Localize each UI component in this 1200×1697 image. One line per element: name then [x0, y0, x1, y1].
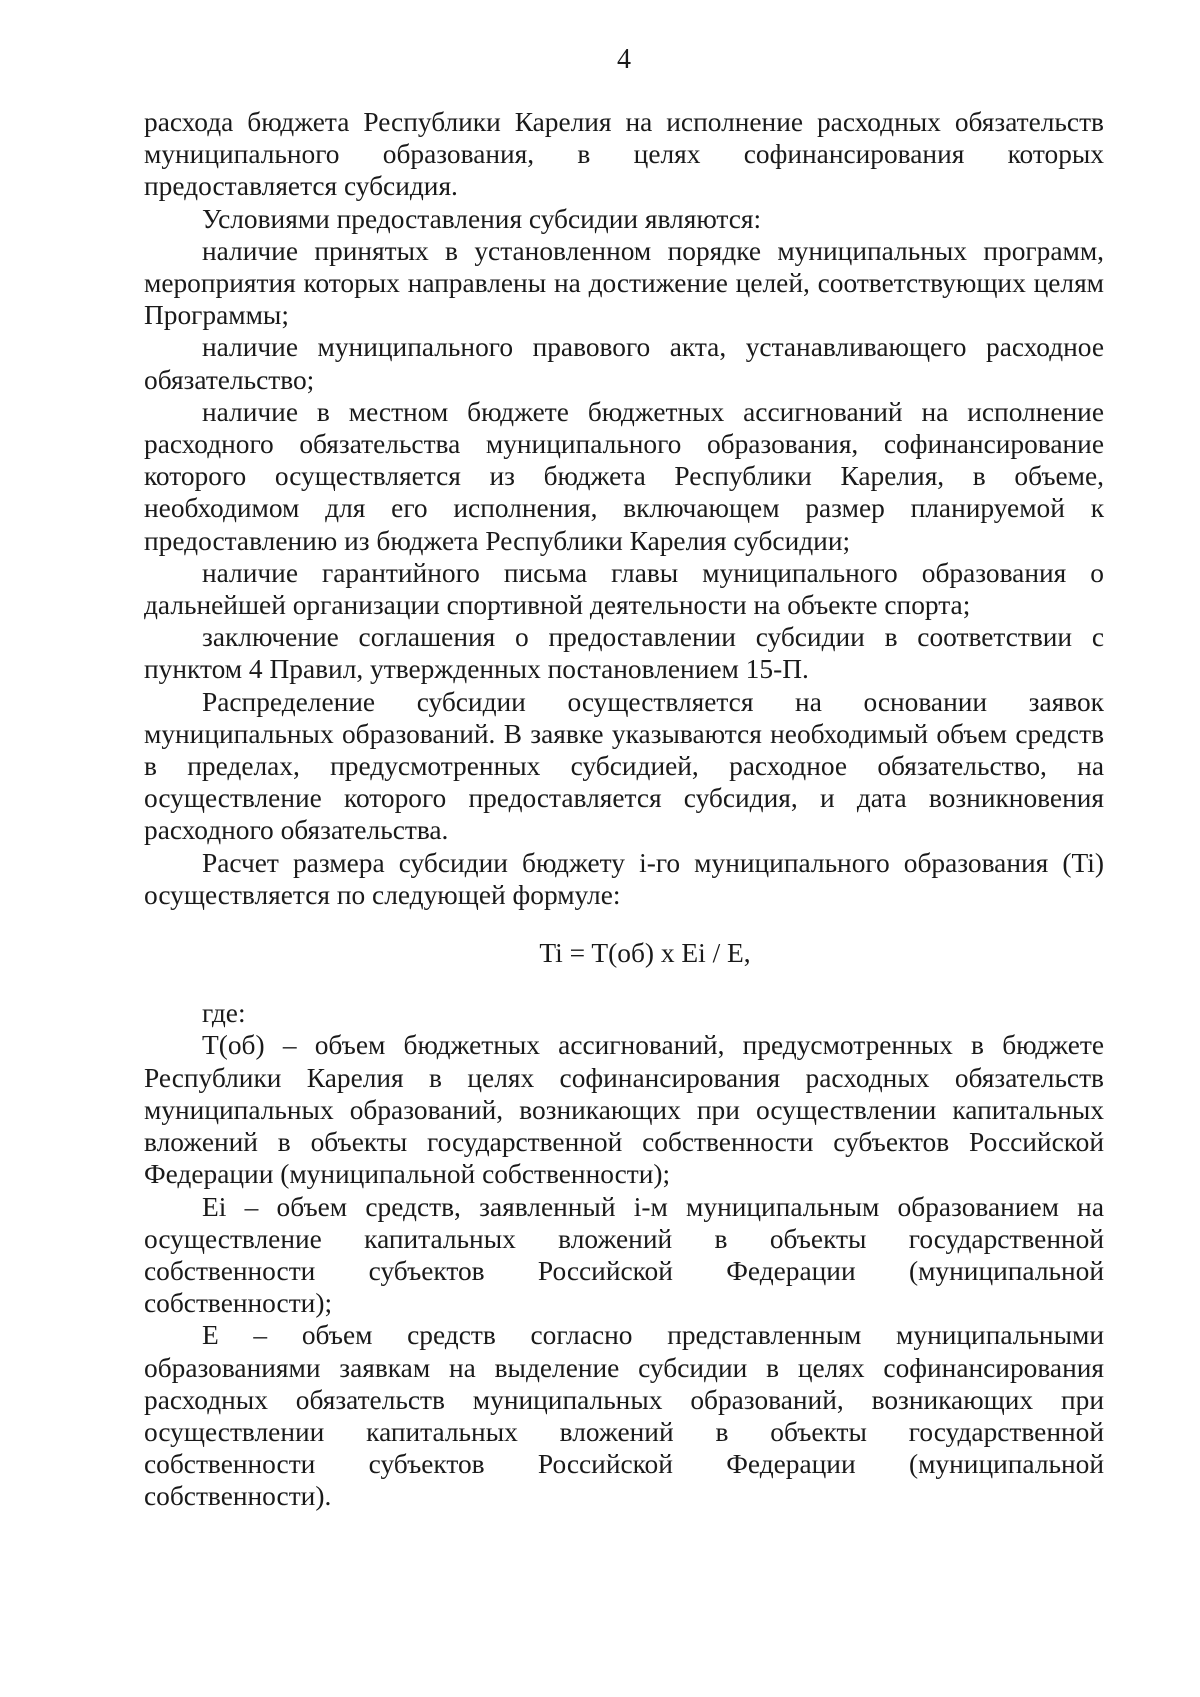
paragraph-distribution: Распределение субсидии осуществляется на основании заявок муниципальных образований. В заявке указываются необходимый объем средств в пределах, предусмотренных субсидией, расходное обязательство, на осуществление которого предоставляется субсидия, и дата возникновения расходного обязательства.	[144, 686, 1104, 846]
paragraph-condition-budget: наличие в местном бюджете бюджетных ассигнований на исполнение расходного обязательства муниципального образования, софинансирование которого осуществляется из бюджета Республики Карелия, в объеме, необходимом для его исполнения, включающем размер планируемой к предоставлению из бюджета Республики Карелия субсидии;	[144, 396, 1104, 556]
document-body	[144, 106, 1104, 1513]
definition-ei: Ei – объем средств, заявленный i-м муниципальным образованием на осуществление капитальных вложений в объекты государственной собственности субъектов Российской Федерации (муниципальной собственности);	[144, 1191, 1104, 1319]
paragraph-condition-legal-act: наличие муниципального правового акта, устанавливающего расходное обязательство;	[144, 332, 1104, 395]
paragraph-calculation: Расчет размера субсидии бюджету i-го муниципального образования (Ti) осуществляется по следующей формуле:	[144, 847, 1104, 910]
page-number: 4	[617, 44, 631, 75]
definition-t-ob: T(об) – объем бюджетных ассигнований, предусмотренных в бюджете Республики Карелия в целях софинансирования расходных обязательств муниципальных образований, возникающих при осуществлении капитальных вложений в объекты государственной собственности субъектов Российской Федерации (муниципальной собственности);	[144, 1030, 1104, 1190]
paragraph-conditions-heading: Условиями предоставления субсидии являются:	[202, 203, 762, 234]
where-label: где:	[202, 998, 246, 1029]
paragraph-condition-programs: наличие принятых в установленном порядке муниципальных программ, мероприятия которых направлены на достижение целей, соответствующих целям Программы;	[144, 235, 1104, 331]
paragraph-continuation: расхода бюджета Республики Карелия на исполнение расходных обязательств муниципального образования, в целях софинансирования которых предоставляется субсидия.	[144, 107, 1104, 202]
paragraph-condition-agreement: заключение соглашения о предоставлении субсидии в соответствии с пунктом 4 Правил, утвержденных постановлением 15-П.	[144, 622, 1104, 685]
paragraph-condition-guarantee-letter: наличие гарантийного письма главы муниципального образования о дальнейшей организации спортивной деятельности на объекте спорта;	[144, 557, 1104, 621]
definition-e: E – объем средств согласно представленным муниципальными образованиями заявкам на выделение субсидии в целях софинансирования расходных обязательств муниципальных образований, возникающих при осуществлении капитальных вложений в объекты государственной собственности субъектов Российской Федерации (муниципальной собственности).	[144, 1320, 1104, 1512]
formula: Ti = T(об) х Ei / E,	[539, 938, 751, 969]
